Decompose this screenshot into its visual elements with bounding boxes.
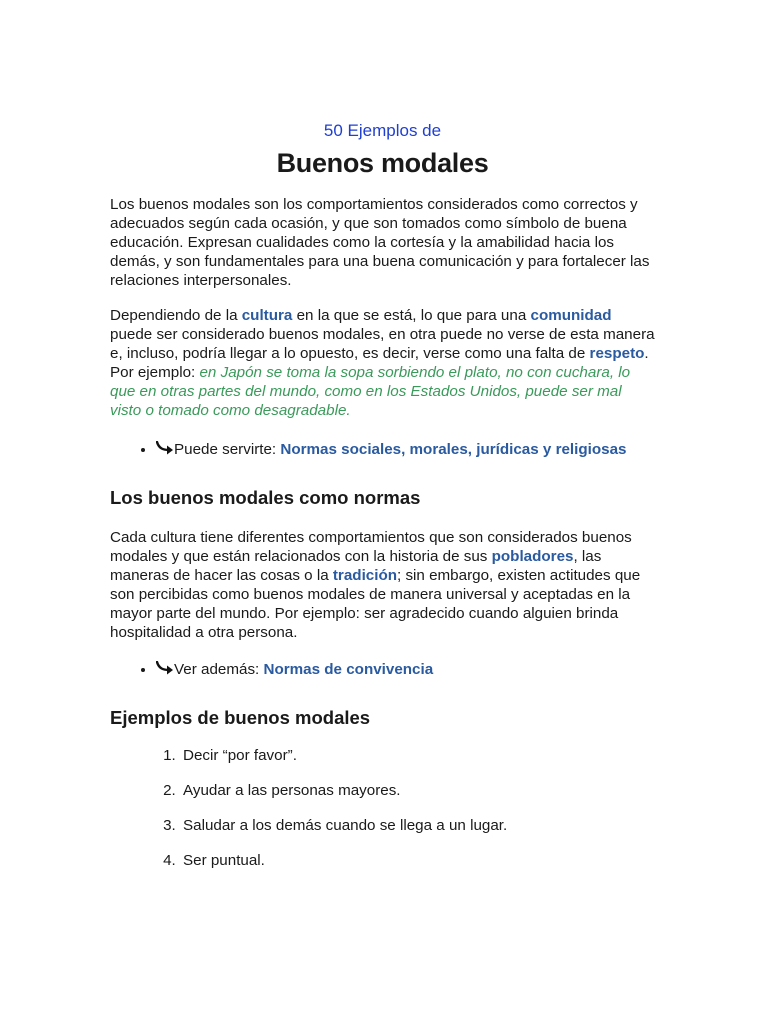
culture-text-4: . Por ejemplo: bbox=[110, 345, 649, 381]
link-respeto[interactable]: respeto bbox=[589, 345, 645, 362]
list-item: 3. Saludar a los demás cuando se llega a un lugar. bbox=[180, 816, 655, 835]
list-item: 1. Decir “por favor”. bbox=[180, 746, 655, 765]
link-cultura[interactable]: cultura bbox=[241, 307, 293, 324]
intro-paragraph: Los buenos modales son los comportamientos considerados como correctos y adecuados según cada ocasión, y que son tomados como símbolo de buena educación. Expresan cualidades como la cortesía y la amabilidad hacia los demás, y son fundamentales para una buena comunicación y para fortalecer las relaciones interpersonales. bbox=[110, 196, 650, 289]
link-comunidad[interactable]: comunidad bbox=[530, 307, 612, 324]
link-normas-sociales[interactable]: Normas sociales, morales, jurídicas y religiosas bbox=[280, 441, 627, 458]
culture-text-2: en la que se está, lo que para una bbox=[292, 307, 531, 324]
curved-arrow-right-icon bbox=[156, 441, 174, 455]
curved-arrow-right-icon bbox=[156, 661, 174, 675]
document-page bbox=[110, 120, 655, 886]
list-item: 2. Ayudar a las personas mayores. bbox=[180, 781, 655, 800]
link-tradicion[interactable]: tradición bbox=[332, 567, 398, 584]
title-kicker: 50 Ejemplos de bbox=[323, 121, 442, 140]
culture-paragraph bbox=[110, 306, 655, 420]
page-title: Buenos modales bbox=[276, 148, 489, 178]
tip-lead: Ver además: bbox=[174, 661, 264, 678]
tip-item-normas-sociales bbox=[156, 440, 655, 459]
examples-list bbox=[110, 746, 655, 870]
link-normas-convivencia[interactable]: Normas de convivencia bbox=[263, 661, 434, 678]
normas-text-1: Cada cultura tiene diferentes comportamientos que son considerados buenos modales y que están relacionados con la historia de sus bbox=[110, 529, 632, 565]
link-pobladores[interactable]: pobladores bbox=[491, 548, 574, 565]
section-heading-ejemplos: Ejemplos de buenos modales bbox=[110, 707, 371, 728]
tip-lead: Puede servirte: bbox=[174, 441, 281, 458]
normas-text-2: , las maneras de hacer las cosas o la bbox=[110, 548, 602, 584]
culture-text-3: puede ser considerado buenos modales, en otra puede no verse de esta manera e, incluso, podría llegar a lo opuesto, es decir, verse como una falta de bbox=[110, 326, 655, 362]
normas-text-3: ; sin embargo, existen actitudes que son percibidas como buenos modales de manera universal y aceptadas en la mayor parte del mundo. Por ejemplo: ser agradecido cuando alguien brinda hospitalidad a otra persona. bbox=[110, 567, 641, 641]
tip-list-1 bbox=[110, 440, 655, 459]
tip-list-2 bbox=[110, 660, 655, 679]
japan-example: en Japón se toma la sopa sorbiendo el plato, no con cuchara, lo que en otras partes del mundo, como en los Estados Unidos, puede ser mal visto o tomado como desagradable. bbox=[110, 364, 631, 419]
section-heading-normas: Los buenos modales como normas bbox=[110, 487, 421, 508]
list-item: 4. Ser puntual. bbox=[180, 851, 655, 870]
normas-paragraph bbox=[110, 528, 655, 642]
tip-item-convivencia bbox=[156, 660, 655, 679]
culture-text-1: Dependiendo de la bbox=[110, 307, 242, 324]
